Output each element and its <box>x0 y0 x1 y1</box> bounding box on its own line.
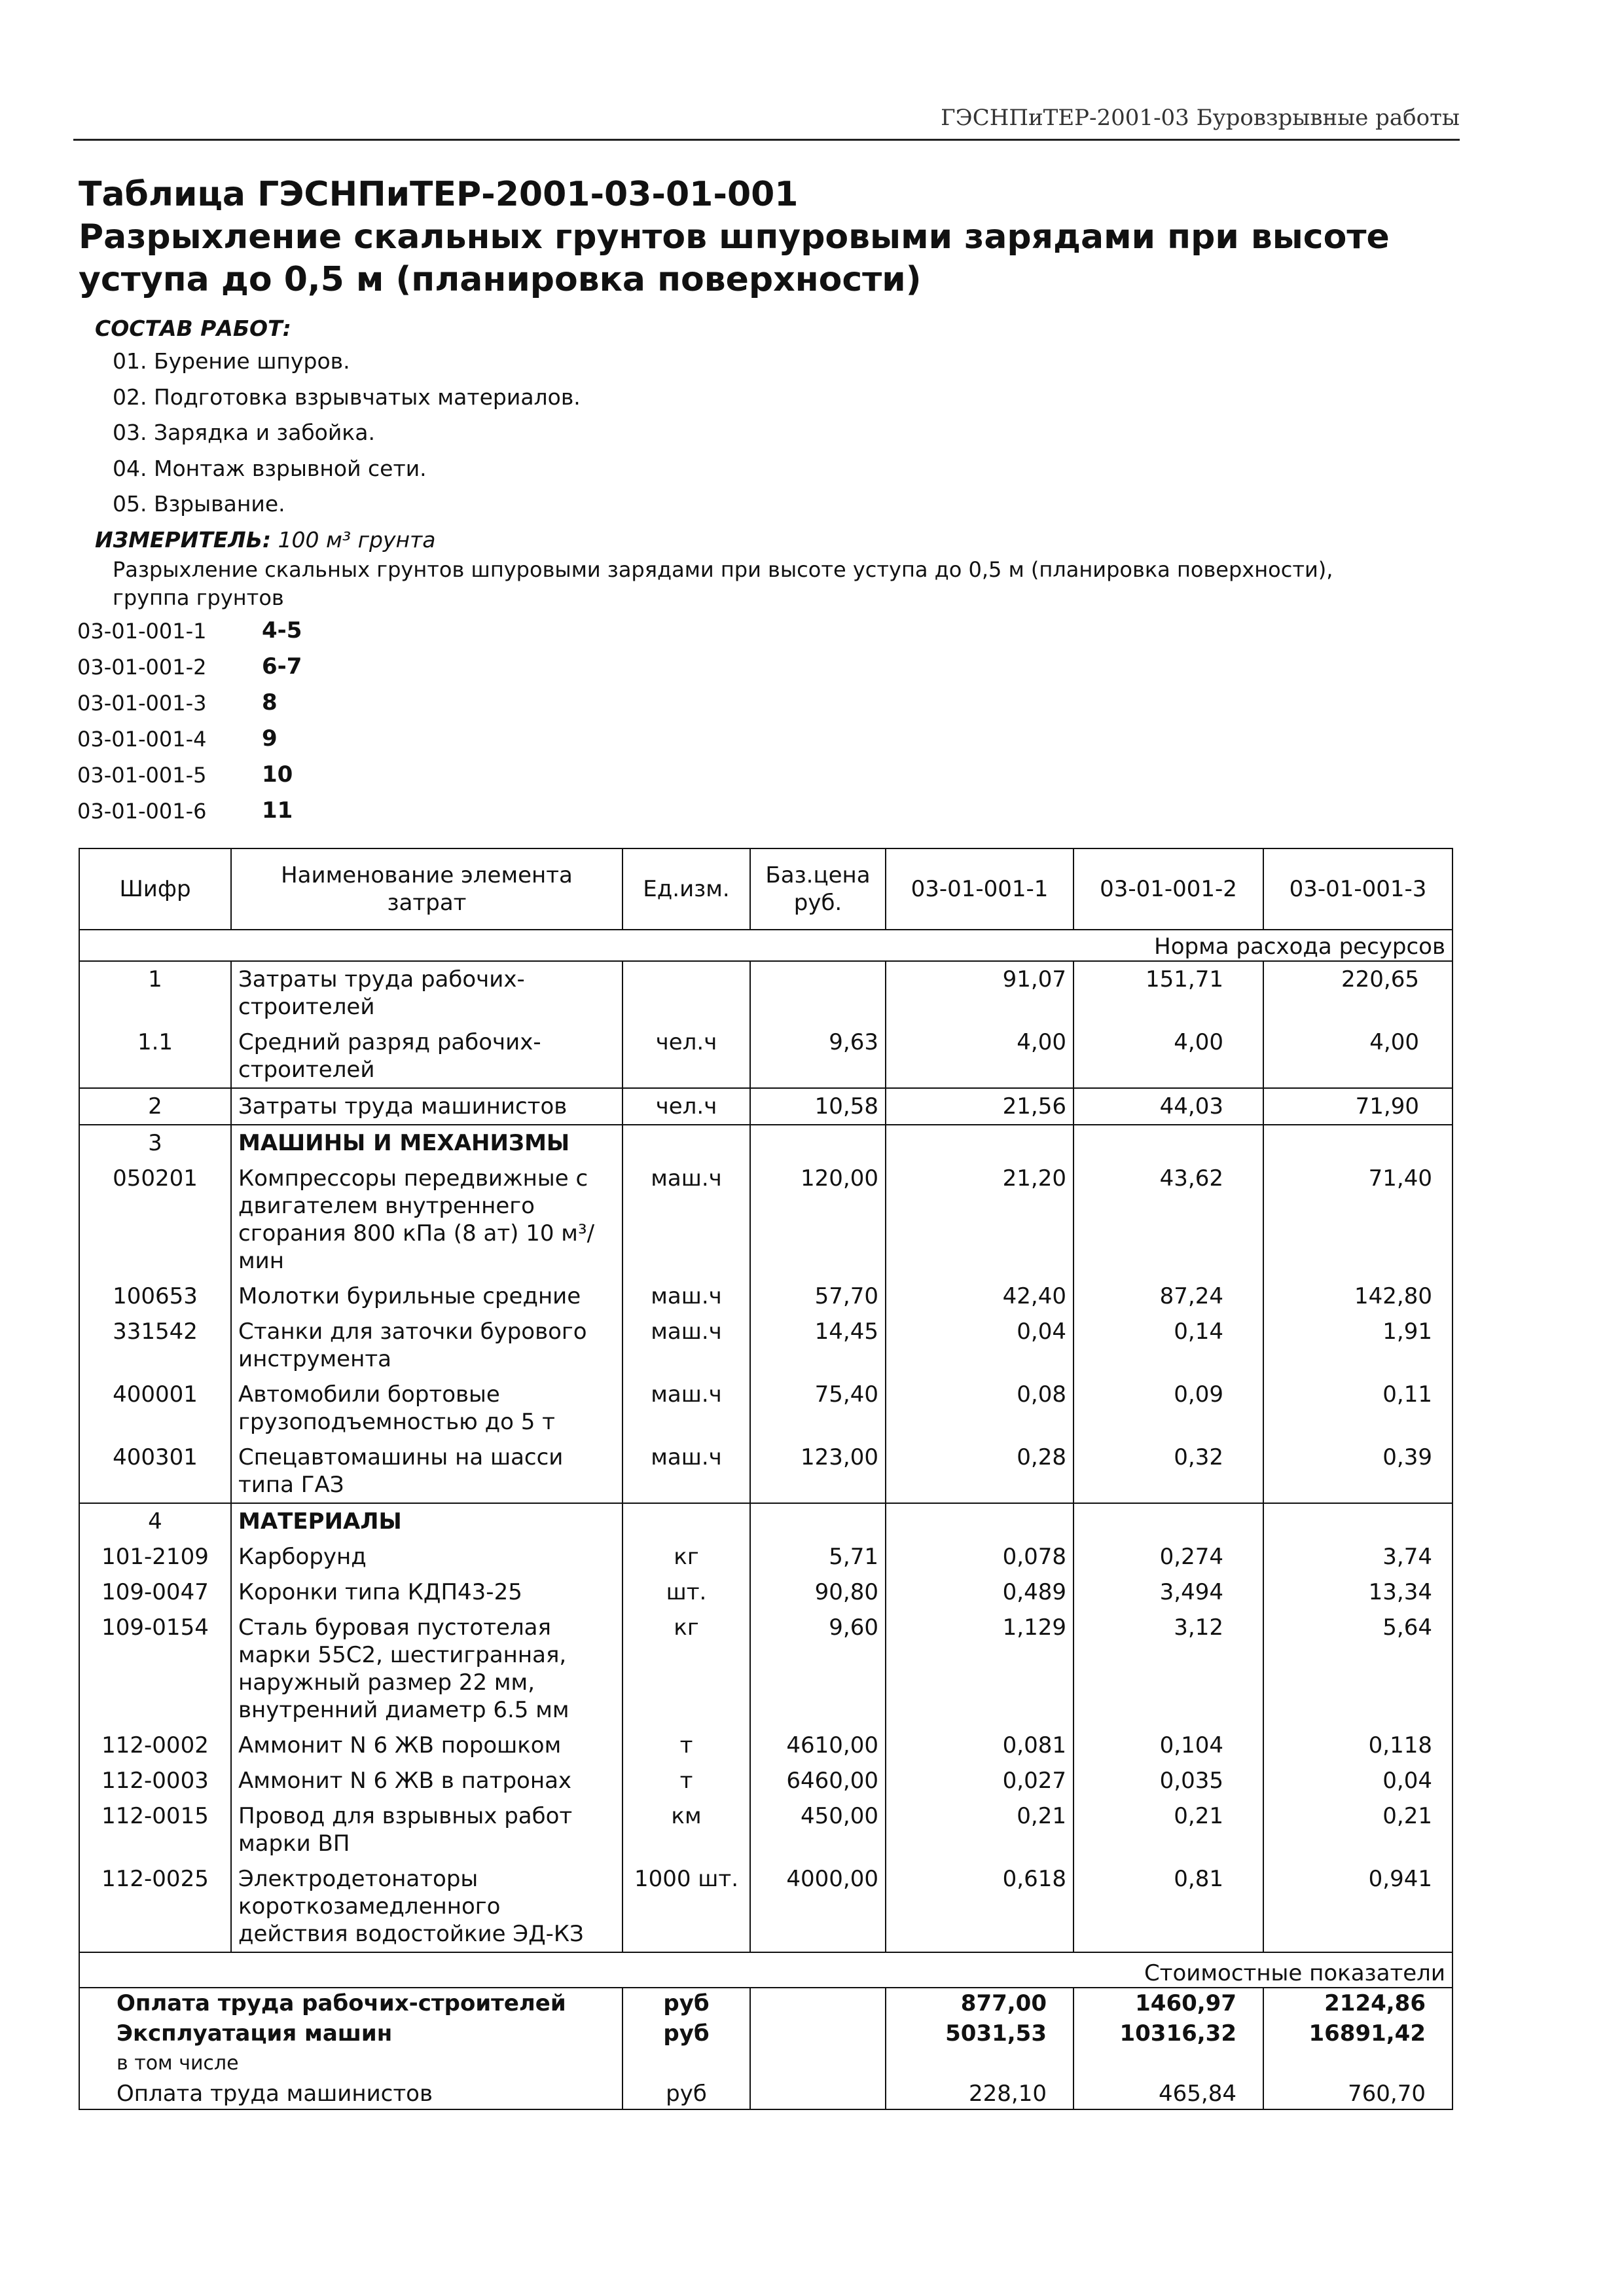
measure-line <box>95 527 436 553</box>
norm-label: Норма расхода ресурсов <box>79 930 1453 961</box>
table-header-row <box>79 848 1453 930</box>
cell-base-price: 4000,00 <box>750 1861 886 1952</box>
cell-base-price: 14,45 <box>750 1314 886 1377</box>
cell-variant-3: 0,11 <box>1263 1377 1453 1440</box>
cell-variant-3: 0,941 <box>1263 1861 1453 1952</box>
cost-including-note: в том числе <box>79 2049 623 2079</box>
cell-variant-1: 21,20 <box>886 1161 1074 1279</box>
cost-name: Эксплуатация машин <box>79 2018 623 2049</box>
title-line-1: Разрыхление скальных грунтов шпуровыми зарядами при высоте <box>79 217 1390 257</box>
norm-table <box>79 848 1453 2110</box>
cell-name: Электродетонаторы короткозамедленного действия водостойкие ЭД-КЗ <box>231 1861 623 1952</box>
table-row <box>79 1610 1453 1728</box>
cell-variant-3: 13,34 <box>1263 1575 1453 1610</box>
cell-base-price: 120,00 <box>750 1161 886 1279</box>
cell-variant-3: 71,40 <box>1263 1161 1453 1279</box>
cell-unit: маш.ч <box>623 1279 750 1314</box>
cell-code: 112-0002 <box>79 1728 231 1763</box>
cost-variant-3: 16891,42 <box>1263 2018 1453 2049</box>
measure-value: 100 м³ грунта <box>278 527 436 553</box>
work-item: 05. Взрывание. <box>113 491 285 517</box>
table-row <box>79 1861 1453 1952</box>
cell-base-price: 4610,00 <box>750 1728 886 1763</box>
variant-group: 6-7 <box>262 653 302 680</box>
col-header-name: Наименование элемента затрат <box>231 848 623 930</box>
variant-group: 11 <box>262 797 293 824</box>
cell-variant-1: 0,04 <box>886 1314 1074 1377</box>
cell-variant-1: 0,08 <box>886 1377 1074 1440</box>
cell-code: 1 <box>79 961 231 1025</box>
variant-code: 03-01-001-2 <box>77 655 207 680</box>
cell-variant-3: 1,91 <box>1263 1314 1453 1377</box>
table-row <box>79 1503 1453 1539</box>
col-header-unit: Ед.изм. <box>623 848 750 930</box>
cell-variant-2: 151,71 <box>1074 961 1263 1025</box>
cell-variant-3: 5,64 <box>1263 1610 1453 1728</box>
cell-variant-2: 4,00 <box>1074 1025 1263 1088</box>
table-row <box>79 1125 1453 1161</box>
cell-name: Спецавтомашины на шасси типа ГАЗ <box>231 1440 623 1503</box>
work-item: 02. Подготовка взрывчатых материалов. <box>113 384 581 410</box>
cell-code: 112-0025 <box>79 1861 231 1952</box>
cell-name: Станки для заточки бурового инструмента <box>231 1314 623 1377</box>
cell-variant-1: 0,081 <box>886 1728 1074 1763</box>
cost-row <box>79 2018 1453 2049</box>
cell-name: Затраты труда машинистов <box>231 1088 623 1125</box>
cell-variant-3: 142,80 <box>1263 1279 1453 1314</box>
col-header-variant-3: 03-01-001-3 <box>1263 848 1453 930</box>
cell-variant-1: 4,00 <box>886 1025 1074 1088</box>
cell-variant-2: 0,32 <box>1074 1440 1263 1503</box>
cell-unit: маш.ч <box>623 1314 750 1377</box>
variant-code: 03-01-001-3 <box>77 691 207 716</box>
table-row <box>79 1763 1453 1798</box>
cell-variant-1: 91,07 <box>886 961 1074 1025</box>
cell-name: Затраты труда рабочих-строителей <box>231 961 623 1025</box>
cell-variant-2: 87,24 <box>1074 1279 1263 1314</box>
table-row <box>79 1440 1453 1503</box>
cell-variant-3: 220,65 <box>1263 961 1453 1025</box>
cell-base-price: 10,58 <box>750 1088 886 1125</box>
cell-name: Провод для взрывных работ марки ВП <box>231 1798 623 1861</box>
cost-variant-1: 228,10 <box>886 2079 1074 2109</box>
cell-code: 050201 <box>79 1161 231 1279</box>
cell-base-price: 6460,00 <box>750 1763 886 1798</box>
cost-label: Стоимостные показатели <box>79 1952 1453 1988</box>
cell-code: 101-2109 <box>79 1539 231 1575</box>
cell-unit: маш.ч <box>623 1161 750 1279</box>
cell-base-price: 9,63 <box>750 1025 886 1088</box>
variant-code: 03-01-001-5 <box>77 763 207 788</box>
cost-variant-2: 10316,32 <box>1074 2018 1263 2049</box>
table-row <box>79 1025 1453 1088</box>
cell-name: Аммонит N 6 ЖВ в патронах <box>231 1763 623 1798</box>
table-row <box>79 1279 1453 1314</box>
cell-variant-1: 0,21 <box>886 1798 1074 1861</box>
cost-variant-3: 2124,86 <box>1263 1988 1453 2018</box>
cell-unit: шт. <box>623 1575 750 1610</box>
table-row <box>79 1728 1453 1763</box>
cell-base-price: 5,71 <box>750 1539 886 1575</box>
col-header-code: Шифр <box>79 848 231 930</box>
cost-name: Оплата труда рабочих-строителей <box>79 1988 623 2018</box>
cell-name: Коронки типа КДП43-25 <box>231 1575 623 1610</box>
title-line-2: уступа до 0,5 м (планировка поверхности) <box>79 260 922 299</box>
cost-variant-1: 5031,53 <box>886 2018 1074 2049</box>
measure-description-2: группа грунтов <box>113 585 284 610</box>
cell-code: 100653 <box>79 1279 231 1314</box>
cell-variant-2: 0,274 <box>1074 1539 1263 1575</box>
cell-variant-2: 0,104 <box>1074 1728 1263 1763</box>
cell-variant-1: 0,489 <box>886 1575 1074 1610</box>
cell-variant-2: 3,12 <box>1074 1610 1263 1728</box>
variant-group: 8 <box>262 689 278 716</box>
header-rule <box>73 139 1460 141</box>
cell-variant-2: 3,494 <box>1074 1575 1263 1610</box>
cell-base-price: 123,00 <box>750 1440 886 1503</box>
variant-code: 03-01-001-1 <box>77 619 207 644</box>
variant-code: 03-01-001-6 <box>77 799 207 824</box>
cell-unit: т <box>623 1728 750 1763</box>
cell-unit: кг <box>623 1539 750 1575</box>
variant-group: 10 <box>262 761 293 788</box>
cell-name: Автомобили бортовые грузоподъемностью до 5 т <box>231 1377 623 1440</box>
col-header-variant-2: 03-01-001-2 <box>1074 848 1263 930</box>
cell-unit <box>623 961 750 1025</box>
cost-unit: руб <box>623 2079 750 2109</box>
cell-code: 2 <box>79 1088 231 1125</box>
cell-variant-3: 4,00 <box>1263 1025 1453 1088</box>
cell-variant-3: 0,21 <box>1263 1798 1453 1861</box>
cost-variant-2: 1460,97 <box>1074 1988 1263 2018</box>
cell-code: 4 <box>79 1503 231 1539</box>
section-heading-machines: МАШИНЫ И МЕХАНИЗМЫ <box>231 1125 623 1161</box>
section-heading-materials: МАТЕРИАЛЫ <box>231 1503 623 1539</box>
cell-unit: кг <box>623 1610 750 1728</box>
measure-description-1: Разрыхление скальных грунтов шпуровыми зарядами при высоте уступа до 0,5 м (планировка поверхности), <box>113 557 1333 582</box>
cell-base-price: 450,00 <box>750 1798 886 1861</box>
work-item: 01. Бурение шпуров. <box>113 348 350 374</box>
cell-name: Средний разряд рабочих-строителей <box>231 1025 623 1088</box>
table-id: Таблица ГЭСНПиТЕР-2001-03-01-001 <box>79 175 799 214</box>
cell-base-price <box>750 961 886 1025</box>
table-row <box>79 1088 1453 1125</box>
cell-unit: маш.ч <box>623 1377 750 1440</box>
cell-variant-3: 3,74 <box>1263 1539 1453 1575</box>
cost-row <box>79 1988 1453 2018</box>
cell-variant-1: 0,027 <box>886 1763 1074 1798</box>
cell-unit: 1000 шт. <box>623 1861 750 1952</box>
cell-code: 109-0047 <box>79 1575 231 1610</box>
cost-row <box>79 2049 1453 2079</box>
cell-unit: чел.ч <box>623 1088 750 1125</box>
cell-unit: км <box>623 1798 750 1861</box>
table-row <box>79 1798 1453 1861</box>
cell-code: 331542 <box>79 1314 231 1377</box>
col-header-variant-1: 03-01-001-1 <box>886 848 1074 930</box>
cell-base-price: 57,70 <box>750 1279 886 1314</box>
cost-unit: руб <box>623 1988 750 2018</box>
cell-variant-1: 42,40 <box>886 1279 1074 1314</box>
cost-variant-1: 877,00 <box>886 1988 1074 2018</box>
cell-code: 1.1 <box>79 1025 231 1088</box>
cell-variant-1: 21,56 <box>886 1088 1074 1125</box>
work-item: 03. Зарядка и забойка. <box>113 420 375 445</box>
table-row <box>79 961 1453 1025</box>
table-row <box>79 1314 1453 1377</box>
cell-code: 112-0015 <box>79 1798 231 1861</box>
cell-variant-1: 0,28 <box>886 1440 1074 1503</box>
section-label-row <box>79 930 1453 961</box>
cell-code: 400301 <box>79 1440 231 1503</box>
measure-label: ИЗМЕРИТЕЛЬ: <box>95 527 272 553</box>
work-item: 04. Монтаж взрывной сети. <box>113 456 427 481</box>
cell-unit: чел.ч <box>623 1025 750 1088</box>
section-label-row <box>79 1952 1453 1988</box>
cell-variant-3: 71,90 <box>1263 1088 1453 1125</box>
table-row <box>79 1539 1453 1575</box>
cost-row <box>79 2079 1453 2109</box>
cost-variant-2: 465,84 <box>1074 2079 1263 2109</box>
cell-code: 112-0003 <box>79 1763 231 1798</box>
cell-unit: т <box>623 1763 750 1798</box>
cell-variant-1: 0,078 <box>886 1539 1074 1575</box>
cell-code: 3 <box>79 1125 231 1161</box>
cell-variant-2: 0,14 <box>1074 1314 1263 1377</box>
cell-name: Карборунд <box>231 1539 623 1575</box>
cell-variant-1: 1,129 <box>886 1610 1074 1728</box>
cell-variant-3: 0,118 <box>1263 1728 1453 1763</box>
cell-name: Молотки бурильные средние <box>231 1279 623 1314</box>
cell-name: Сталь буровая пустотелая марки 55С2, шестигранная, наружный размер 22 мм, внутренний диаметр 6.5 мм <box>231 1610 623 1728</box>
cell-variant-2: 0,81 <box>1074 1861 1263 1952</box>
variant-group: 9 <box>262 725 278 752</box>
cell-name: Аммонит N 6 ЖВ порошком <box>231 1728 623 1763</box>
cell-base-price: 75,40 <box>750 1377 886 1440</box>
cell-variant-2: 43,62 <box>1074 1161 1263 1279</box>
table-row <box>79 1161 1453 1279</box>
table-row <box>79 1575 1453 1610</box>
cell-variant-3: 0,39 <box>1263 1440 1453 1503</box>
cell-code: 400001 <box>79 1377 231 1440</box>
cell-code: 109-0154 <box>79 1610 231 1728</box>
cost-unit: руб <box>623 2018 750 2049</box>
cell-base-price: 9,60 <box>750 1610 886 1728</box>
cell-variant-2: 0,21 <box>1074 1798 1263 1861</box>
cell-variant-1: 0,618 <box>886 1861 1074 1952</box>
cost-variant-3: 760,70 <box>1263 2079 1453 2109</box>
cell-base-price: 90,80 <box>750 1575 886 1610</box>
variant-group: 4-5 <box>262 617 302 644</box>
work-composition-heading: СОСТАВ РАБОТ: <box>95 316 291 341</box>
cell-variant-2: 44,03 <box>1074 1088 1263 1125</box>
cell-variant-3: 0,04 <box>1263 1763 1453 1798</box>
variant-code: 03-01-001-4 <box>77 727 207 752</box>
cell-variant-2: 0,09 <box>1074 1377 1263 1440</box>
table-row <box>79 1377 1453 1440</box>
running-header: ГЭСНПиТЕР-2001-03 Буровзрывные работы <box>941 105 1460 131</box>
cost-name: Оплата труда машинистов <box>79 2079 623 2109</box>
cell-variant-2: 0,035 <box>1074 1763 1263 1798</box>
col-header-base-price: Баз.цена руб. <box>750 848 886 930</box>
cell-name: Компрессоры передвижные с двигателем внутреннего сгорания 800 кПа (8 ат) 10 м³/мин <box>231 1161 623 1279</box>
cell-unit: маш.ч <box>623 1440 750 1503</box>
